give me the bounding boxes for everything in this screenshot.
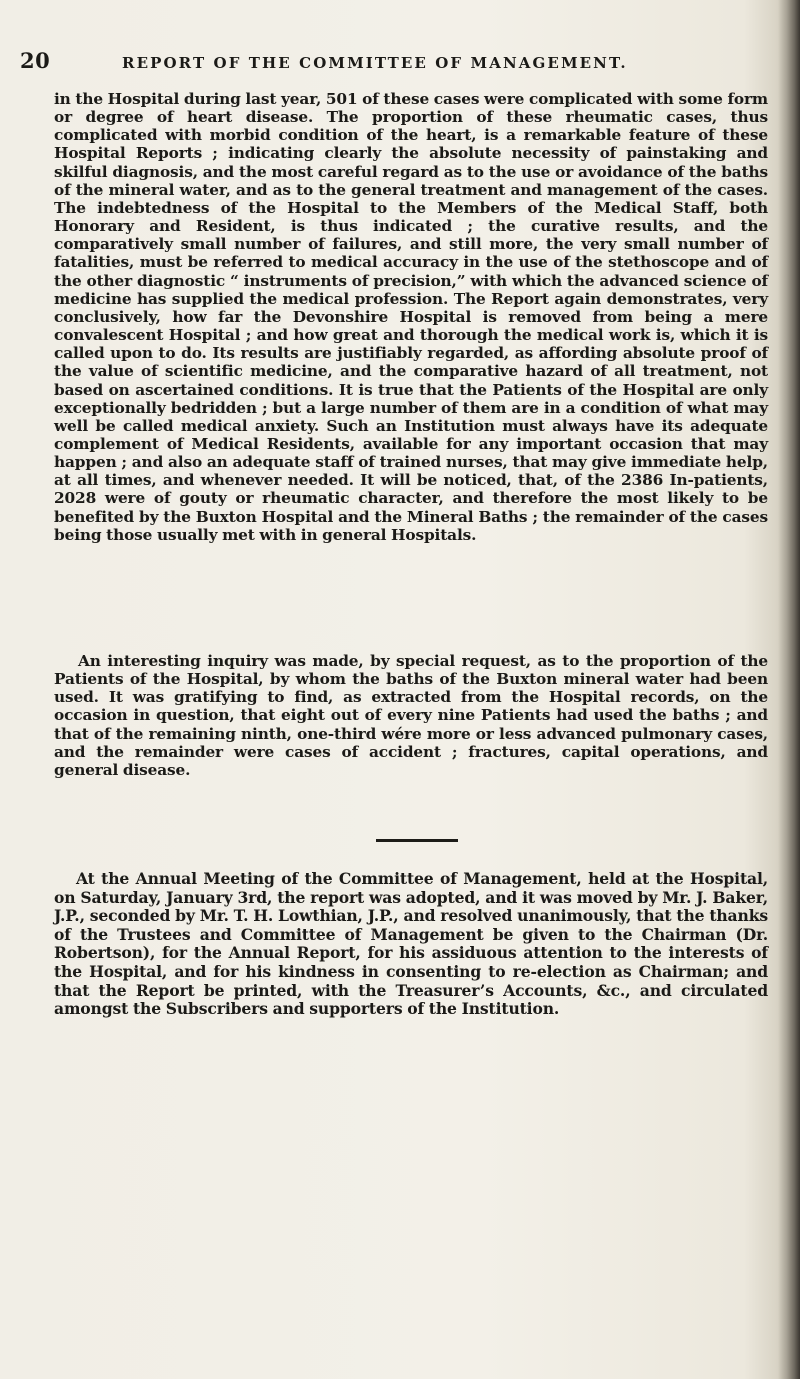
page-number: 20: [20, 48, 51, 73]
book-binding-edge: [778, 0, 800, 1379]
paragraph-heart-disease: in the Hospital during last year, 501 of these cases were complicated with some form or degree of heart disease. The proportion of these rheumatic cases, thus complicated with morbid condition of the heart, is a remarkable feature of these Hospital Reports ; indicating clearly the absolute necessity of painstaking and skilful diagnosis, and the most careful regard as to the use or avoidance of the baths of the mineral water, and as to the general treatment and management of the cases. The indebtedness of the Hospital to the Members of the Medical Staff, both Honorary and Resident, is thus indicated ; the curative results, and the comparatively small number of failures, and still more, the very small number of fatalities, must be referred to medical accuracy in the use of the stethoscope and of the other diagnostic “ instruments of precision,” with which the advanced science of medicine has supplied the medical profession. The Report again demonstrates, very conclusively, how far the Devonshire Hospital is removed from being a mere convalescent Hospital ; and how great and thorough the medical work is, which it is called upon to do. Its results are justifiably regarded, as affording absolute proof of the value of scientific medicine, and the comparative hazard of all treatment, not based on ascertained conditions. It is true that the Patients of the Hospital are only exceptionally bedridden ; but a large number of them are in a condition of what may well be called medical anxiety. Such an Institution must always have its adequate complement of Medical Residents, available for any important occasion that may happen ; and also an adequate staff of trained nurses, that may give immediate help, at all times, and whenever needed. It will be noticed, that, of the 2386 In-patients, 2028 were of gouty or rheumatic character, and therefore the most likely to be benefited by the Buxton Hospital and the Mineral Baths ; the remainder of the cases being those usually met with in general Hospitals.: [54, 90, 768, 544]
section-divider: [376, 839, 458, 842]
paragraph-annual-meeting: At the Annual Meeting of the Committee of Management, held at the Hospital, on Saturday, January 3rd, the report was adopted, and it was moved by Mr. J. Baker, J.P., seconded by Mr. T. H. Lowthian, J.P., and resolved unanimously, that the thanks of the Trustees and Committee of Management be given to the Chairman (Dr. Robertson), for the Annual Report, for his assiduous attention to the interests of the Hospital, and for his kindness in consenting to re-election as Chairman; and that the Report be printed, with the Treasurer’s Accounts, &c., and circulated amongst the Subscribers and supporters of the Institution.: [54, 869, 768, 1019]
paragraph-baths-inquiry: An interesting inquiry was made, by special request, as to the proportion of the Patients of the Hospital, by whom the baths of the Buxton mineral water had been used. It was gratifying to find, as extracted from the Hospital records, on the occasion in question, that eight out of every nine Patients had used the baths ; and that of the remaining ninth, one-third wére more or less advanced pulmonary cases, and the remainder were cases of accident ; fractures, capital operations, and general disease.: [54, 652, 768, 779]
running-head: REPORT OF THE COMMITTEE OF MANAGEMENT.: [122, 54, 628, 72]
